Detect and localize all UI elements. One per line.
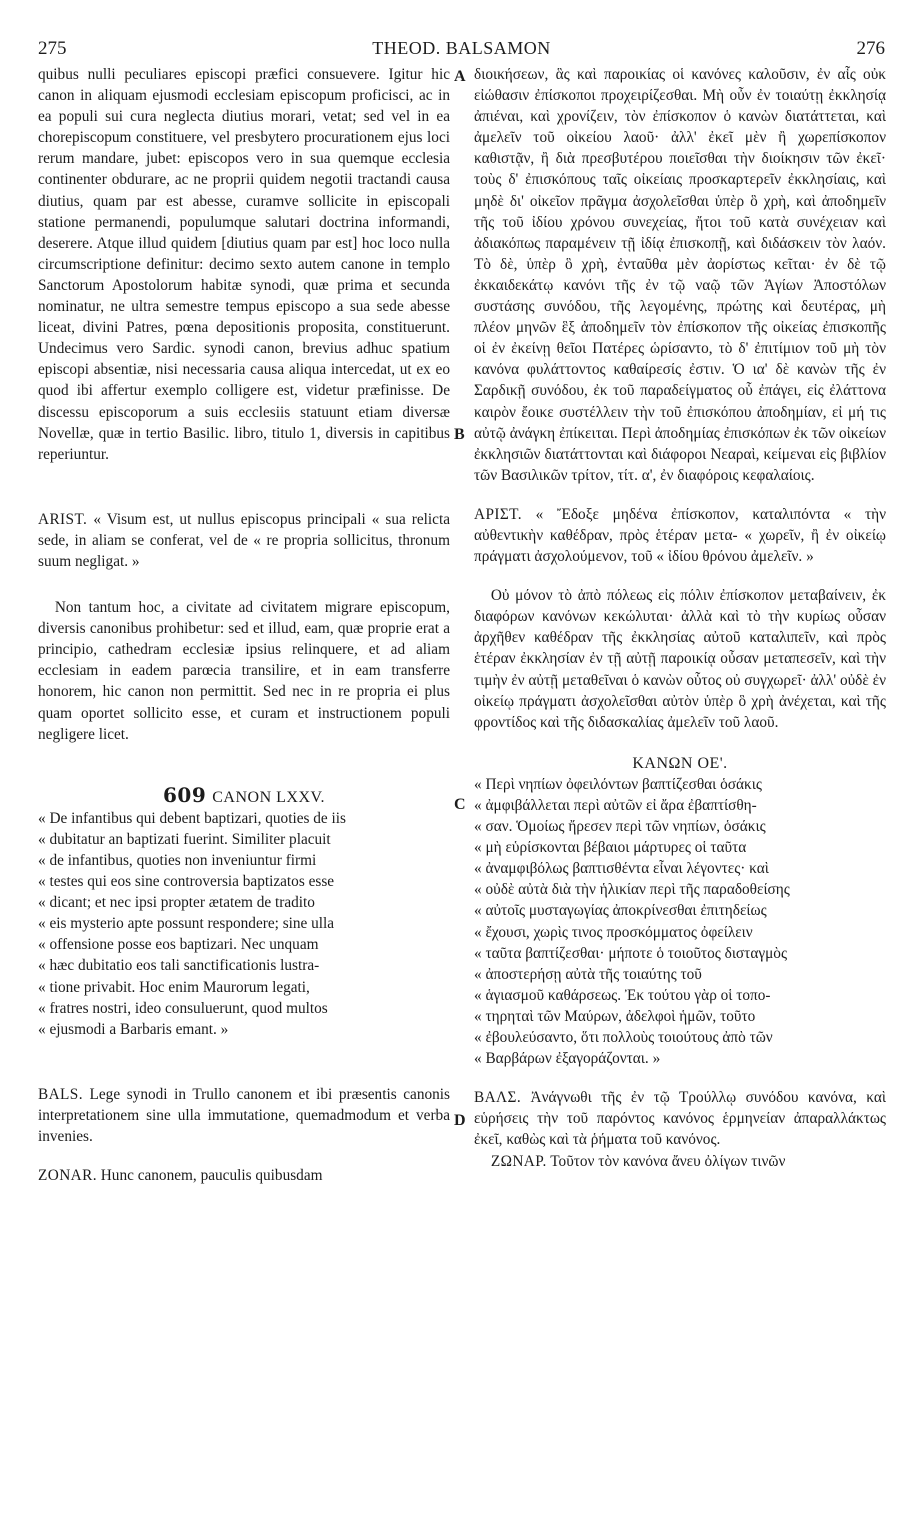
latin-canon-line: « eis mysterio apte possunt respondere; sine ulla — [38, 915, 335, 933]
latin-canon-title: CANON LXXV. — [212, 788, 325, 806]
latin-canon-line: « ejusmodi a Barbaris emant. » — [38, 1020, 229, 1038]
greek-canon-heading: ΚΑΝΩΝ ΟΕ'. — [632, 754, 728, 772]
bals-label: BALS. — [38, 1085, 83, 1103]
latin-canon-line: « hæc dubitatio eos tali sanctificationis lustra- — [38, 957, 320, 975]
latin-zonar-paragraph — [38, 1165, 450, 1186]
zonar-label: ZONAR. — [38, 1167, 97, 1185]
arist-label: ARIST. — [38, 510, 88, 528]
page-number-right: 276 — [856, 38, 885, 59]
greek-canon-line: « οὐδὲ αὐτὰ διὰ τὴν ἡλικίαν περὶ τῆς παραδοθείσης — [474, 881, 790, 899]
latin-canon-line: « dubitatur an baptizati fuerint. Similiter placuit — [38, 830, 331, 848]
latin-bals-text: Lege synodi in Trullo canonem et ibi præsentis canonis interpretationem sine ulla immutatione, quemadmodum et verba invenies. — [38, 1085, 450, 1146]
latin-commentary-paragraph: quibus nulli peculiares episcopi præfici consuevere. Igitur hic canon in aliquam ejusmodi ecclesiam episcopum proficisci, ac in ea populi sui cura neglecta diutius morari, vetat; sed vel in ea chorepiscopum constituere, vel presbytero procurationem ejus loci rerum mandare, jubet: episcopos vero in sua quemque ecclesia continenter obdurare, ac ne proprii quidem negotii tractandi causa diutius, quam par est abesse, curamve sollicite in episcopali statione permanendi, populumque salutari doctrina informandi, deserere. Atque illud quidem [diutius quam par est] hoc loco nulla circumscriptione definitur: decimo sexto autem canone in templo Sanctorum Apostolorum habitæ synodi, quæ prima et secunda nominatur, ne ultra semestre tempus episcopo a sua sede abesse liceat, divini Patres, pœna depositionis proposita, constituerunt. Undecimus vero Sardic. synodi canon, brevius adhuc spatium episcopi absentiæ, nisi necessaria causa aliqua intercedat, ut ex eo quod ibi affertur exemplo colligere est, videtur præfinisse. De discessu episcoporum a suis ecclesiis statuunt etiam diversæ Novellæ, quæ in tertio Basilic. libro, titulo 1, diversis in capitibus reperiuntur. — [38, 66, 450, 463]
greek-arist-commentary: Οὐ μόνον τὸ ἀπὸ πόλεως εἰς πόλιν ἐπίσκοπον μεταβαίνειν, ἐκ διαφόρων κανόνων κεκώλυται· ἀλλὰ καὶ τὸ τὴν κυρίως οὖσαν ἀρχῆθεν καθέδραν τῆς ἐκκλησίας αὐτοῦ καταλιπεῖν, καὶ πρὸς ἑτέραν ἐκκλησίαν ἐν τῇ αὐτῇ παροικίᾳ οὖσαν μεταπεσεῖν, καὶ τὴν τιμὴν ἐν αὐτῇ μεταθεῖναι ὁ κανὼν οὗτος οὐ συγχωρεῖ· ἀλλ' οὐδὲ ἐν οἰκείῳ πράγματι ἀσχολεῖσθαι αὐτὸν ὑπὲρ ὃ χρὴ ἀνέχεται, καὶ τῆς φροντίδος καὶ τῆς διδασκαλίας ἀμελεῖν τοῦ λαοῦ. — [474, 587, 886, 731]
margin-letter-d: D — [454, 1112, 466, 1129]
latin-canon-line: « tione privabit. Hoc enim Maurorum legati, — [38, 978, 310, 996]
greek-arist-text: « Ἔδοξε μηδένα ἐπίσκοπον, καταλιπόντα « τὴν αὐθεντικὴν καθέδραν, πρὸς ἑτέραν μετα- « χωρεῖν, ἢ ἐν οἰκείῳ πράγματι ἀσχολούμενον, τοῦ « ἰδίου θρόνου ἀμελεῖν. » — [474, 505, 887, 566]
margin-letter-c: C — [454, 796, 466, 813]
greek-canon-line: « ἔχουσι, χωρὶς τινος προσκόμματος ὀφείλειν — [474, 923, 753, 941]
margin-letter-a: A — [454, 68, 466, 85]
latin-column — [38, 64, 450, 1186]
greek-canon-line: « ἁγιασμοῦ καθάρσεως. Ἐκ τούτου γὰρ οἱ τοπο- — [474, 986, 771, 1004]
latin-canon-line: « De infantibus qui debent baptizari, quoties de iis — [38, 809, 346, 827]
greek-canon-line: « ἀποστερήσῃ αὐτὰ τῆς τοιαύτης τοῦ — [474, 965, 702, 983]
latin-bals-paragraph — [38, 1084, 450, 1147]
greek-canon-line: « Βαρβάρων ἐξαγοράζονται. » — [474, 1050, 661, 1068]
running-title: THEOD. BALSAMON — [372, 38, 551, 58]
greek-canon-line: « σαν. Ὁμοίως ἤρεσεν περὶ τῶν νηπίων, ὁσάκις — [474, 818, 766, 836]
greek-canon-line: « μὴ εὑρίσκονται βέβαιοι μάρτυρες οἱ ταῦτα — [474, 839, 747, 857]
greek-commentary-paragraph: διοικήσεων, ἃς καὶ παροικίας οἱ κανόνες καλοῦσιν, ἐν αἷς οὐκ εἰώθασιν ἐπίσκοποι προχειρίζεσθαι. Μὴ οὖν ἐν τοιαύτῃ ἐκκλησίᾳ ἀπιέναι, καὶ χρονίζειν, τὸν ἐπίσκοπον ὁ κανὼν διατάττεται, καὶ ἀμελεῖν τοῦ οἰκείου λαοῦ· ἀλλ' ἐκεῖ μὲν ἢ χωρεπίσκοπον καθιστᾷν, ἢ διὰ πρεσβυτέρου ποιεῖσθαι τὴν διοίκησιν τῶν ἐκεῖ· τοὺς δ' ἐπισκόπους ταῖς οἰκείαις προσκαρτερεῖν ἐκκλησίαις, καὶ μηδὲ δι' οἰκεῖον πρᾶγμα ἀσχολεῖσθαι ὑπὲρ ὃ χρὴ, καὶ ἀποδημεῖν τῆς τοῦ ἰδίου χρόνου συνεχείας, ἤτοι τοῦ κατὰ συνέχειαν καὶ ἀδιακόπως παραμένειν τῇ ἰδίᾳ ἐπισκοπῇ, καὶ διδάσκειν τὸν λαόν. Τὸ δὲ, ὑπὲρ ὃ χρὴ, ἐνταῦθα μὲν ἀορίστως κεῖται· ἐν δὲ τῷ ἐκκαιδεκάτῳ κανόνι τῆς ἐν τῷ ναῷ τῶν Ἁγίων Ἀποστόλων συστάσης συνόδου, τῆς λεγομένης, πρώτης καὶ δευτέρας, μὴ πλέον μηνῶν ἓξ ἀποδημεῖν τὸν ἐπίσκοπον τῆς οἰκείας ἐπισκοπῆς οἱ ἐν ἐκείνῃ θεῖοι Πατέρες ὡρίσαντο, τὸ δ' ἐπιτίμιον τοῦ μὴ τὸν κανόνα φυλάττοντος καθαίρεσίς ἐστιν. Ὁ ια' δὲ κανὼν τῆς ἐν Σαρδικῇ συνόδου, ἐκ τοῦ παραδείγματος οὗ ἐπάγει, εἰς ἐλάττονα καιρὸν ἔοικε συστέλλειν τὴν τοῦ ἐπισκόπου ἀποδημίαν, εἰ μή τις αὐτῷ ἀνάγκη ἐπίκειται. Περὶ ἀποδημίας ἐπισκόπων ἐκ τῶν οἰκείων ἐκκλησιῶν διατάττονται καὶ διάφοροι Νεαραὶ, κείμεναι εἰς βιβλίον τῶν Βασιλικῶν τρίτον, τίτ. α', ἐν διαφόροις κεφαλαίοις. — [474, 66, 886, 484]
latin-arist-text: « Visum est, ut nullus episcopus principali « sua relicta sede, in aliam se conferat, vel de « re propria sollicitus, thronum suum negligat. » — [38, 510, 450, 570]
latin-arist-paragraph — [38, 509, 450, 572]
greek-canon-line: « ταῦτα βαπτίζεσθαι· μήποτε ὁ τοιοῦτος δισταγμὸς — [474, 944, 788, 962]
greek-arist-label: ΑΡΙΣΤ. — [474, 505, 522, 523]
greek-zonar-label: ΖΩΝΑΡ. — [490, 1152, 547, 1170]
greek-canon-line: « ἐβουλεύσαντο, ὅτι πολλοὺς τοιούτους ἀπὸ τῶν — [474, 1029, 773, 1047]
greek-zonar-text: Τοῦτον τὸν κανόνα ἄνευ ὀλίγων τινῶν — [550, 1152, 786, 1170]
latin-arist-commentary: Non tantum hoc, a civitate ad civitatem migrare episcopum, diversis canonibus prohibetur: sed et illud, eam, quæ proprie erat a principio, cathedram ecclesiæ ipsius relinquere, et ad aliam ecclesiam in eadem parœcia transilire, et in eam transferre honorem, hic canon non permittit. Sed nec in re propria ei plus quam oportet sollicito esse, et curam et instructionem populi negligere licet. — [38, 599, 450, 743]
latin-zonar-text: Hunc canonem, pauculis quibusdam — [100, 1167, 323, 1185]
greek-bals-text: Ἀνάγνωθι τῆς ἐν τῷ Τρούλλῳ συνόδου κανόνα, καὶ εὑρήσεις τὴν τοῦ παρόντος κανόνος ἑρμηνείαν ἀπαραλλάκτως ἐκεῖ, καθὼς καὶ τὰ ῥήματα τοῦ κανόνος. — [474, 1089, 886, 1149]
greek-canon-line: « τηρηταὶ τῶν Μαύρων, ἀδελφοὶ ἡμῶν, τοῦτο — [474, 1007, 756, 1025]
greek-canon-text — [474, 774, 886, 1069]
margin-letter-b: B — [454, 426, 465, 443]
greek-canon-line: « Περὶ νηπίων ὀφειλόντων βαπτίζεσθαι ὁσάκις — [474, 775, 762, 793]
greek-zonar-paragraph — [474, 1151, 886, 1172]
canon-number: 609 — [162, 782, 207, 807]
latin-canon-line: « dicant; et nec ipsi propter ætatem de tradito — [38, 894, 315, 912]
greek-bals-label: ΒΑΛΣ. — [474, 1089, 522, 1107]
greek-column — [474, 64, 886, 1172]
greek-canon-line: « αὐτοῖς μυσταγωγίας ἀποκρίνεσθαι ἐπιτηδείως — [474, 902, 767, 920]
latin-canon-text — [38, 808, 450, 1040]
greek-canon-line: « ἀμφιβάλλεται περὶ αὐτῶν εἰ ἄρα ἐβαπτίσθη- — [474, 797, 757, 814]
latin-canon-line: « testes qui eos sine controversia baptizatos esse — [38, 873, 335, 891]
latin-canon-line: « offensione posse eos baptizari. Nec unquam — [38, 936, 319, 954]
latin-canon-line: « fratres nostri, ideo consuluerunt, quod multos — [38, 999, 328, 1017]
page-number-left: 275 — [38, 38, 67, 59]
latin-canon-line: « de infantibus, quoties non inveniuntur firmi — [38, 852, 317, 869]
greek-arist-paragraph — [474, 504, 886, 567]
running-header — [38, 38, 885, 64]
latin-canon-heading — [38, 782, 450, 808]
greek-bals-paragraph — [474, 1087, 886, 1150]
greek-canon-line: « ἀναμφιβόλως βαπτισθέντα εἶναι λέγοντες· καὶ — [474, 860, 769, 878]
